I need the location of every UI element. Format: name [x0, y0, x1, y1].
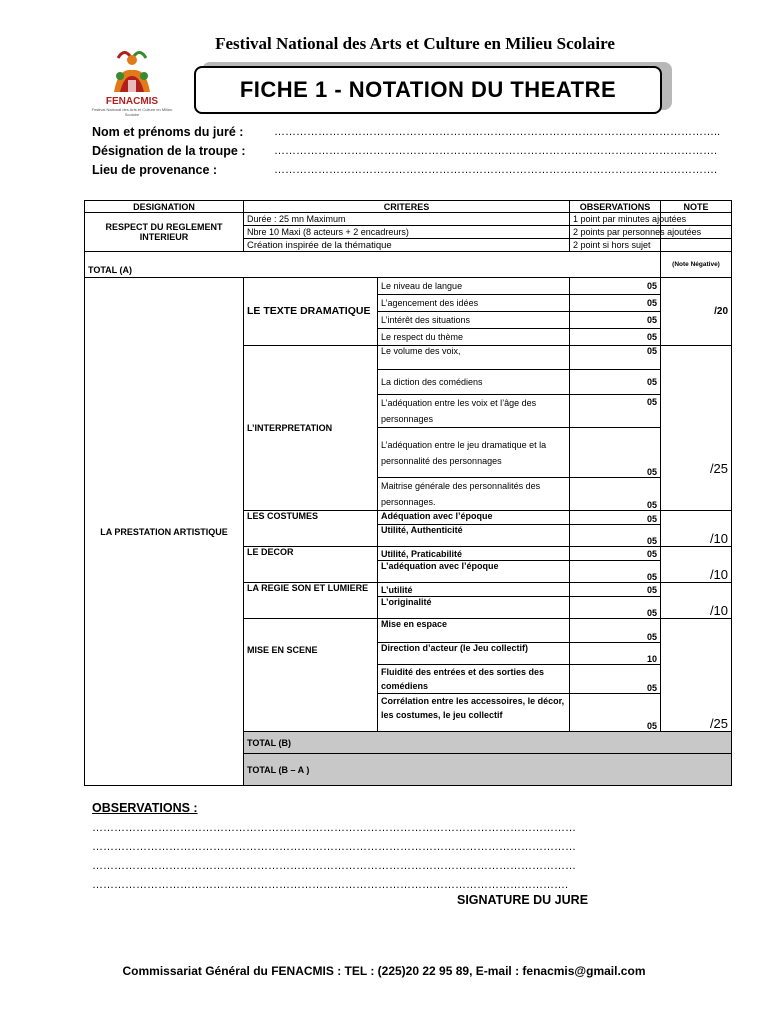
- observation-line[interactable]: ………………………………………………………………………………………………………………….: [92, 879, 569, 891]
- criterion-points: 05: [570, 665, 661, 694]
- reglement-observation: 2 points par personnes ajoutées: [570, 226, 661, 239]
- reglement-label: RESPECT DU REGLEMENT INTERIEUR: [85, 213, 244, 252]
- criterion-label: L’adéquation entre les voix et l’âge des personnages: [378, 395, 570, 428]
- table-row: [85, 213, 732, 226]
- footer-contact: Commissariat Général du FENACMIS : TEL : (225)20 22 95 89, E-mail : fenacmis@gmail.com: [122, 964, 646, 978]
- criterion-label: L’adéquation avec l’époque: [378, 561, 570, 583]
- criterion-points: 05: [570, 583, 661, 597]
- criterion-points: 05: [570, 312, 661, 329]
- logo-text: FENACMIS: [105, 96, 159, 107]
- troupe-label: Désignation de la troupe :: [92, 144, 246, 158]
- interpretation-note[interactable]: /25: [661, 346, 732, 511]
- table-header-row: [85, 201, 732, 213]
- origin-field[interactable]: ………………………………………………………………………………………………………….: [274, 164, 718, 176]
- header-criteres: CRITERES: [244, 201, 570, 213]
- criterion-label: Maitrise générale des personnalités des personnages.: [378, 478, 570, 511]
- criterion-label: Le niveau de langue: [378, 278, 570, 295]
- criterion-label: L’intérêt des situations: [378, 312, 570, 329]
- juror-name-label: Nom et prénoms du juré :: [92, 125, 244, 139]
- table-row: [85, 252, 732, 278]
- criterion-label: Fluidité des entrées et des sorties des comédiens: [378, 665, 570, 694]
- criterion-points: 05: [570, 346, 661, 370]
- criterion-points: 05: [570, 329, 661, 346]
- criterion-label: Le respect du thème: [378, 329, 570, 346]
- interpretation-label: L’INTERPRETATION: [244, 346, 378, 511]
- observation-line[interactable]: ……………………………………………………………………………………………………………………: [92, 841, 576, 853]
- criterion-points: 05: [570, 619, 661, 643]
- criterion-points: 05: [570, 547, 661, 561]
- total-b-label: TOTAL (B): [244, 732, 732, 754]
- criterion-label: Corrélation entre les accessoires, le décor, les costumes, le jeu collectif: [378, 694, 570, 732]
- note-cell[interactable]: [661, 239, 732, 252]
- prestation-label: LA PRESTATION ARTISTIQUE: [85, 278, 244, 786]
- criterion-points: 05: [570, 597, 661, 619]
- criterion-points: 05: [570, 295, 661, 312]
- logo-subtext: Festival National des Arts et Culture en Milieu Scolaire: [91, 107, 173, 117]
- costumes-label: LES COSTUMES: [244, 511, 378, 547]
- criterion-points: 05: [570, 511, 661, 525]
- criterion-points: 05: [570, 694, 661, 732]
- criterion-label: L’originalité: [378, 597, 570, 619]
- criterion-label: Adéquation avec l’époque: [378, 511, 570, 525]
- reglement-observation: 2 point si hors sujet: [570, 239, 661, 252]
- mise-en-scene-note[interactable]: /25: [661, 619, 732, 732]
- troupe-field[interactable]: ………………………………………………………………………………………………………….: [274, 145, 718, 157]
- regie-note[interactable]: /10: [661, 583, 732, 619]
- regie-label: LA REGIE SON ET LUMIERE: [244, 583, 378, 619]
- criterion-points: 05: [570, 478, 661, 511]
- festival-title: Festival National des Arts et Culture en Milieu Scolaire: [215, 34, 615, 53]
- reglement-critere: Nbre 10 Maxi (8 acteurs + 2 encadreurs): [244, 226, 570, 239]
- sheet-title: FICHE 1 - NOTATION DU THEATRE: [194, 66, 662, 114]
- criterion-label: L’utilité: [378, 583, 570, 597]
- texte-note[interactable]: /20: [661, 278, 732, 346]
- header-note: NOTE: [661, 201, 732, 213]
- criterion-points: 05: [570, 428, 661, 478]
- criterion-label: Mise en espace: [378, 619, 570, 643]
- texte-label: LE TEXTE DRAMATIQUE: [244, 278, 378, 346]
- criterion-label: Direction d’acteur (le Jeu collectif): [378, 643, 570, 665]
- criterion-label: L’adéquation entre le jeu dramatique et la personnalité des personnages: [378, 428, 570, 478]
- total-a-note: (Note Négative): [661, 252, 732, 278]
- header-designation: DESIGNATION: [85, 201, 244, 213]
- criterion-points: 10: [570, 643, 661, 665]
- criterion-label: Utilité, Authenticité: [378, 525, 570, 547]
- criterion-points: 05: [570, 395, 661, 428]
- criterion-label: Utilité, Praticabilité: [378, 547, 570, 561]
- criterion-points: 05: [570, 561, 661, 583]
- criterion-points: 05: [570, 278, 661, 295]
- grading-table: [84, 200, 732, 786]
- criterion-label: L’agencement des idées: [378, 295, 570, 312]
- observation-line[interactable]: ……………………………………………………………………………………………………………………: [92, 822, 576, 834]
- criterion-label: La diction des comédiens: [378, 370, 570, 395]
- reglement-observation: 1 point par minutes ajoutées: [570, 213, 661, 226]
- reglement-critere: Création inspirée de la thématique: [244, 239, 570, 252]
- criterion-label: Le volume des voix,: [378, 346, 570, 370]
- origin-label: Lieu de provenance :: [92, 163, 218, 177]
- decor-note[interactable]: /10: [661, 547, 732, 583]
- total-a-label: TOTAL (A): [85, 252, 661, 278]
- observations-title: OBSERVATIONS :: [92, 801, 198, 815]
- criterion-points: 05: [570, 370, 661, 395]
- criterion-points: 05: [570, 525, 661, 547]
- costumes-note[interactable]: /10: [661, 511, 732, 547]
- reglement-critere: Durée : 25 mn Maximum: [244, 213, 570, 226]
- mise-en-scene-label: MISE EN SCENE: [244, 619, 378, 732]
- juror-name-field[interactable]: …………………………………………………………………………………………………………..: [274, 126, 721, 138]
- table-row: [85, 278, 732, 295]
- total-ba-label: TOTAL (B – A ): [244, 754, 732, 786]
- decor-label: LE DECOR: [244, 547, 378, 583]
- signature-label: SIGNATURE DU JURE: [457, 893, 589, 907]
- header-observations: OBSERVATIONS: [570, 201, 661, 213]
- observation-line[interactable]: ……………………………………………………………………………………………………………………: [92, 860, 576, 872]
